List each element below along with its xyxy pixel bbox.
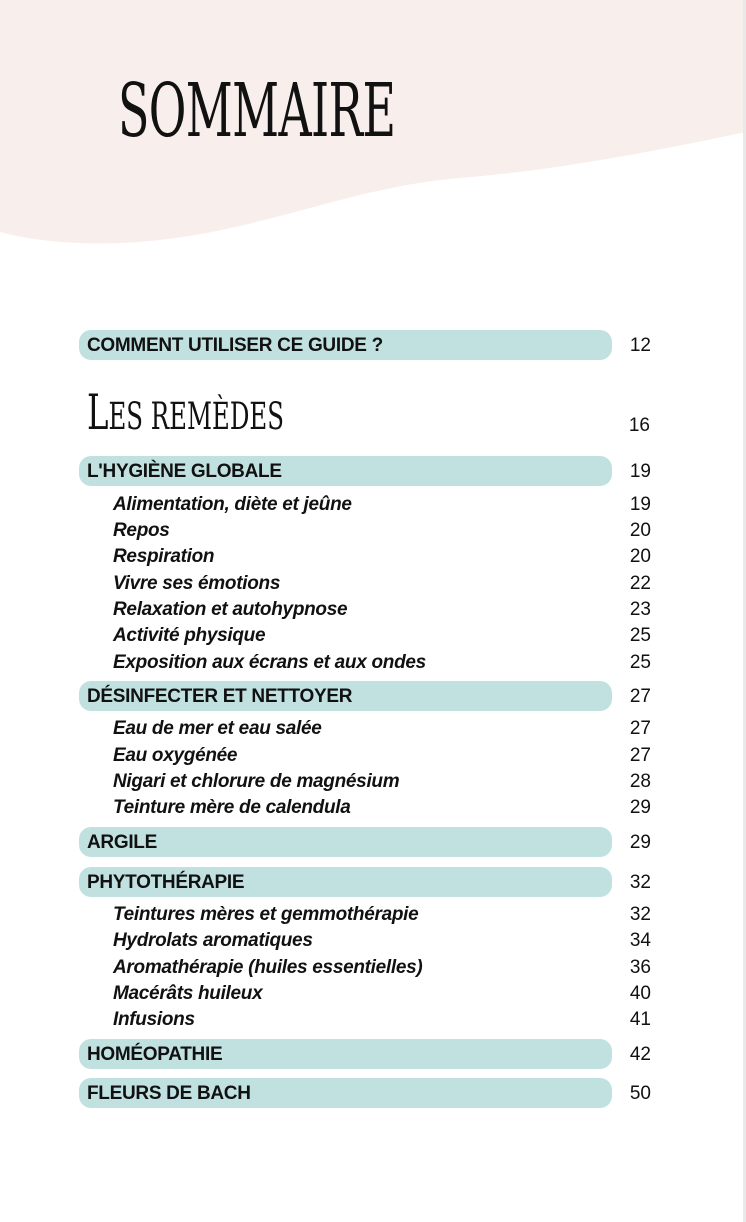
toc-subentry[interactable] xyxy=(113,957,651,981)
toc-page-number: 20 xyxy=(629,546,651,567)
toc-entry-label: L'HYGIÈNE GLOBALE xyxy=(87,461,282,482)
section-title-rest: ES REMÈDES xyxy=(108,395,284,438)
toc-page-number: 20 xyxy=(629,520,651,541)
toc-page-number: 32 xyxy=(629,872,651,893)
toc-subentry-label: Aromathérapie (huiles essentielles) xyxy=(113,957,423,978)
toc-entry-label: COMMENT UTILISER CE GUIDE ? xyxy=(87,335,383,356)
toc-subentry[interactable] xyxy=(113,904,651,928)
toc-subentry-label: Repos xyxy=(113,520,170,541)
toc-entry-label: DÉSINFECTER ET NETTOYER xyxy=(87,686,353,707)
toc-page-number: 29 xyxy=(629,832,651,853)
toc-subentry[interactable] xyxy=(113,1009,651,1033)
section-page-number: 16 xyxy=(628,415,650,436)
toc-highlight-bar xyxy=(79,827,612,857)
toc-subentry-label: Alimentation, diète et jeûne xyxy=(113,494,352,515)
toc-subentry-label: Teintures mères et gemmothérapie xyxy=(113,904,419,925)
toc-page-number: 40 xyxy=(629,983,651,1004)
toc-entry-intro[interactable] xyxy=(79,330,651,360)
toc-page-number: 34 xyxy=(629,930,651,951)
toc-subentry[interactable] xyxy=(113,494,651,518)
toc-subentry[interactable] xyxy=(113,546,651,570)
toc-page-number: 27 xyxy=(629,745,651,766)
toc-entry-label: PHYTOTHÉRAPIE xyxy=(87,872,245,893)
toc-page-number: 22 xyxy=(629,573,651,594)
toc-subentry-label: Eau oxygénée xyxy=(113,745,238,766)
toc-page-number: 25 xyxy=(629,652,651,673)
toc-entry-phytotherapie[interactable] xyxy=(79,867,651,897)
toc-subentry-label: Nigari et chlorure de magnésium xyxy=(113,771,400,792)
section-title-initial: L xyxy=(87,384,109,441)
toc-entry-label: HOMÉOPATHIE xyxy=(87,1044,223,1065)
toc-page-number: 32 xyxy=(629,904,651,925)
toc-subentry-label: Vivre ses émotions xyxy=(113,573,281,594)
toc-subentry[interactable] xyxy=(113,520,651,544)
toc-subentry[interactable] xyxy=(113,771,651,795)
toc-entry-argile[interactable] xyxy=(79,827,651,857)
toc-subentry-label: Teinture mère de calendula xyxy=(113,797,351,818)
page-title: SOMMAIRE xyxy=(118,68,396,154)
toc-page-number: 29 xyxy=(629,797,651,818)
toc-entry-hygiene-globale[interactable] xyxy=(79,456,651,486)
toc-subentry[interactable] xyxy=(113,652,651,676)
toc-subentry[interactable] xyxy=(113,745,651,769)
toc-subentry[interactable] xyxy=(113,983,651,1007)
toc-subentry-label: Infusions xyxy=(113,1009,195,1030)
toc-page-number: 50 xyxy=(629,1083,651,1104)
toc-entry-label: FLEURS DE BACH xyxy=(87,1083,251,1104)
toc-page-number: 12 xyxy=(629,335,651,356)
toc-page-number: 19 xyxy=(629,494,651,515)
toc-page-number: 28 xyxy=(629,771,651,792)
toc-page-number: 42 xyxy=(629,1044,651,1065)
toc-subentry[interactable] xyxy=(113,625,651,649)
toc-subentry-label: Respiration xyxy=(113,546,215,567)
toc-subentry-label: Relaxation et autohypnose xyxy=(113,599,348,620)
toc-subentry[interactable] xyxy=(113,797,651,821)
toc-subentry[interactable] xyxy=(113,573,651,597)
toc-subentry[interactable] xyxy=(113,930,651,954)
toc-subentry-label: Hydrolats aromatiques xyxy=(113,930,313,951)
toc-subentry-label: Macérâts huileux xyxy=(113,983,263,1004)
toc-subentry-label: Eau de mer et eau salée xyxy=(113,718,322,739)
toc-page-number: 19 xyxy=(629,461,651,482)
toc-entry-fleurs-de-bach[interactable] xyxy=(79,1078,651,1108)
toc-page-number: 36 xyxy=(629,957,651,978)
toc-entry-homeopathie[interactable] xyxy=(79,1039,651,1069)
section-title xyxy=(87,384,284,441)
toc-subentry[interactable] xyxy=(113,599,651,623)
toc-subentry-label: Exposition aux écrans et aux ondes xyxy=(113,652,426,673)
toc-page-number: 23 xyxy=(629,599,651,620)
toc-page-number: 25 xyxy=(629,625,651,646)
toc-entry-desinfecter-nettoyer[interactable] xyxy=(79,681,651,711)
toc-page-number: 41 xyxy=(629,1009,651,1030)
toc-page-number: 27 xyxy=(629,718,651,739)
toc-subentry[interactable] xyxy=(113,718,651,742)
toc-page-number: 27 xyxy=(629,686,651,707)
toc-entry-label: ARGILE xyxy=(87,832,157,853)
toc-subentry-label: Activité physique xyxy=(113,625,266,646)
